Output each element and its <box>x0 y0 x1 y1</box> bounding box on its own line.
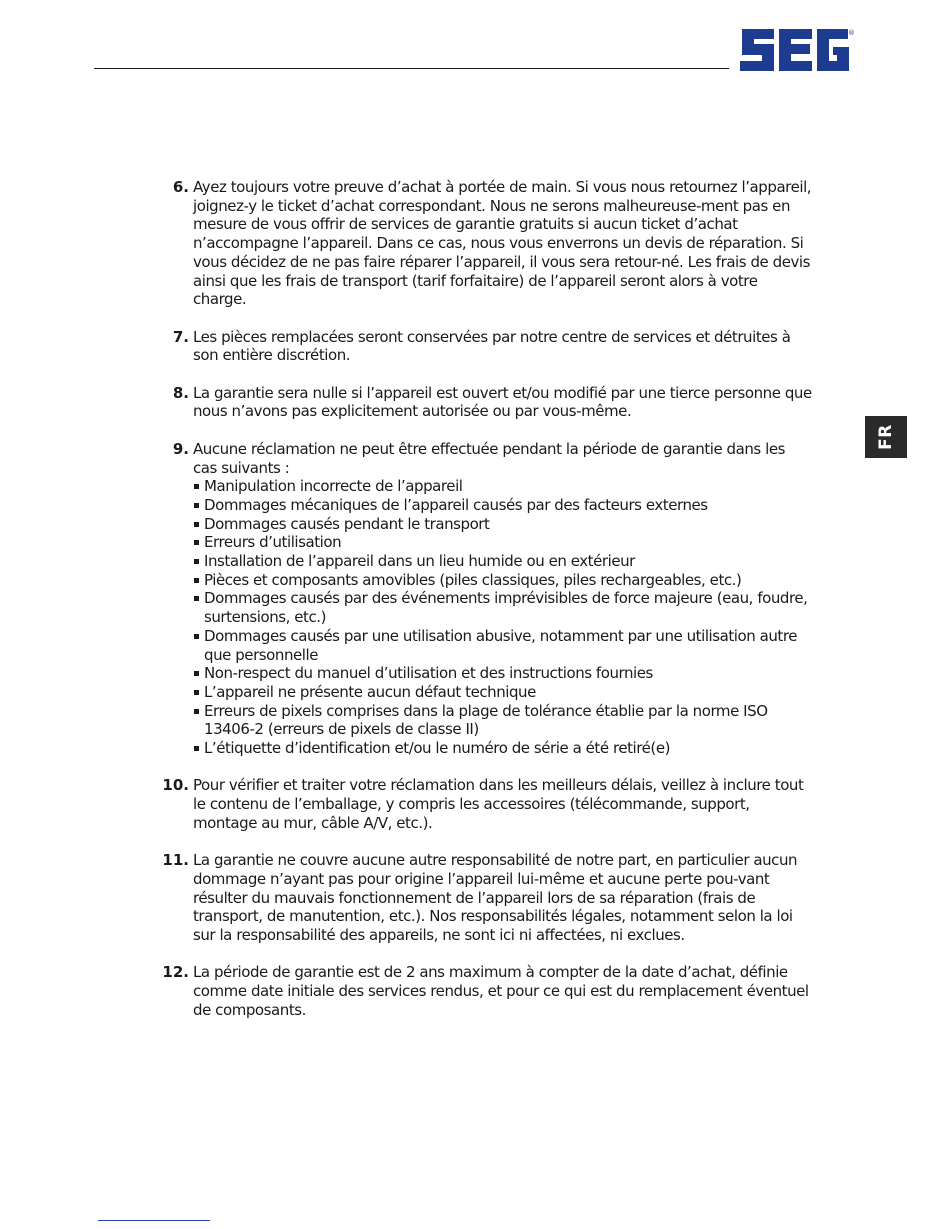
exclusions-list <box>193 477 812 758</box>
exclusion-item: Installation de l’appareil dans un lieu humide ou en extérieur <box>193 552 812 571</box>
list-item <box>162 328 812 365</box>
item-text: Aucune réclamation ne peut être effectuée pendant la période de garantie dans les cas suivants : <box>193 439 785 477</box>
item-text: Ayez toujours votre preuve d’achat à portée de main. Si vous nous retournez l’appareil, joignez-y le ticket d’achat correspondant. Nous ne serons malheureuse-ment pas en mesure de vous offrir de services de garantie gratuits si aucun ticket d’achat n’accompagne l’appareil. Dans ce cas, nous vous enverrons un devis de réparation. Si vous décidez de ne pas faire réparer l’appareil, il vous sera retour-né. Les frais de devis ainsi que les frais de transport (tarif forfaitaire) de l’appareil seront alors à votre charge. <box>193 178 812 309</box>
exclusion-item: Dommages mécaniques de l’appareil causés par des facteurs externes <box>193 496 812 515</box>
exclusion-item: L’étiquette d’identification et/ou le numéro de série a été retiré(e) <box>193 739 812 758</box>
item-number: 8. <box>172 383 189 402</box>
item-number: 9. <box>172 439 189 458</box>
item-text: Pour vérifier et traiter votre réclamation dans les meilleurs délais, veillez à inclure tout le contenu de l’emballage, y compris les accessoires (télécommande, support, montage au mur, câble A/V, etc.). <box>193 776 804 832</box>
exclusion-item: Pièces et composants amovibles (piles classiques, piles rechargeables, etc.) <box>193 571 812 590</box>
header-rule <box>94 68 729 69</box>
exclusion-item: Non-respect du manuel d’utilisation et des instructions fournies <box>193 664 812 683</box>
exclusion-item: L’appareil ne présente aucun défaut technique <box>193 683 812 702</box>
item-number: 11. <box>162 851 189 870</box>
item-text: Les pièces remplacées seront conservées par notre centre de services et détruites à son entière discrétion. <box>193 327 791 365</box>
exclusion-item: Erreurs d’utilisation <box>193 533 812 552</box>
list-item <box>162 776 812 832</box>
exclusion-item: Erreurs de pixels comprises dans la plage de tolérance établie par la norme ISO 13406-2 (erreurs de pixels de classe II) <box>193 702 812 739</box>
item-text: La garantie sera nulle si l’appareil est ouvert et/ou modifié par une tierce personne que nous n’avons pas explicitement autorisée ou par vous-même. <box>193 383 812 421</box>
language-tab <box>865 416 907 458</box>
exclusion-item: Dommages causés pendant le transport <box>193 515 812 534</box>
item-number: 12. <box>162 963 189 982</box>
list-item <box>162 384 812 421</box>
list-item <box>162 851 812 945</box>
item-number: 7. <box>172 327 189 346</box>
item-number: 10. <box>162 776 189 795</box>
warranty-conditions-list <box>162 178 812 1038</box>
list-item <box>162 440 812 758</box>
exclusion-item: Dommages causés par une utilisation abusive, notamment par une utilisation autre que personnelle <box>193 627 812 664</box>
item-text: La garantie ne couvre aucune autre responsabilité de notre part, en particulier aucun dommage n’ayant pas pour origine l’appareil lui-même et aucune perte pou-vant résulter du mauvais fonctionnement de l’appareil lors de sa réparation (frais de transport, de manutention, etc.). Nos responsabilités légales, notamment selon la loi sur la responsabilité des appareils, ne sont ici ni affectées, ni exclues. <box>193 851 798 945</box>
exclusion-item: Manipulation incorrecte de l’appareil <box>193 477 812 496</box>
item-number: 6. <box>172 178 189 196</box>
registered-mark: ® <box>848 29 855 37</box>
list-item <box>162 963 812 1019</box>
list-item <box>162 178 812 309</box>
footer-rule <box>98 1220 210 1221</box>
exclusion-item: Dommages causés par des événements imprévisibles de force majeure (eau, foudre, surtensions, etc.) <box>193 589 812 626</box>
item-text: La période de garantie est de 2 ans maximum à compter de la date d’achat, définie comme date initiale des services rendus, et pour ce qui est du remplacement éventuel de composants. <box>193 963 809 1019</box>
language-tab-label: FR <box>876 424 896 450</box>
seg-logo <box>740 27 855 73</box>
